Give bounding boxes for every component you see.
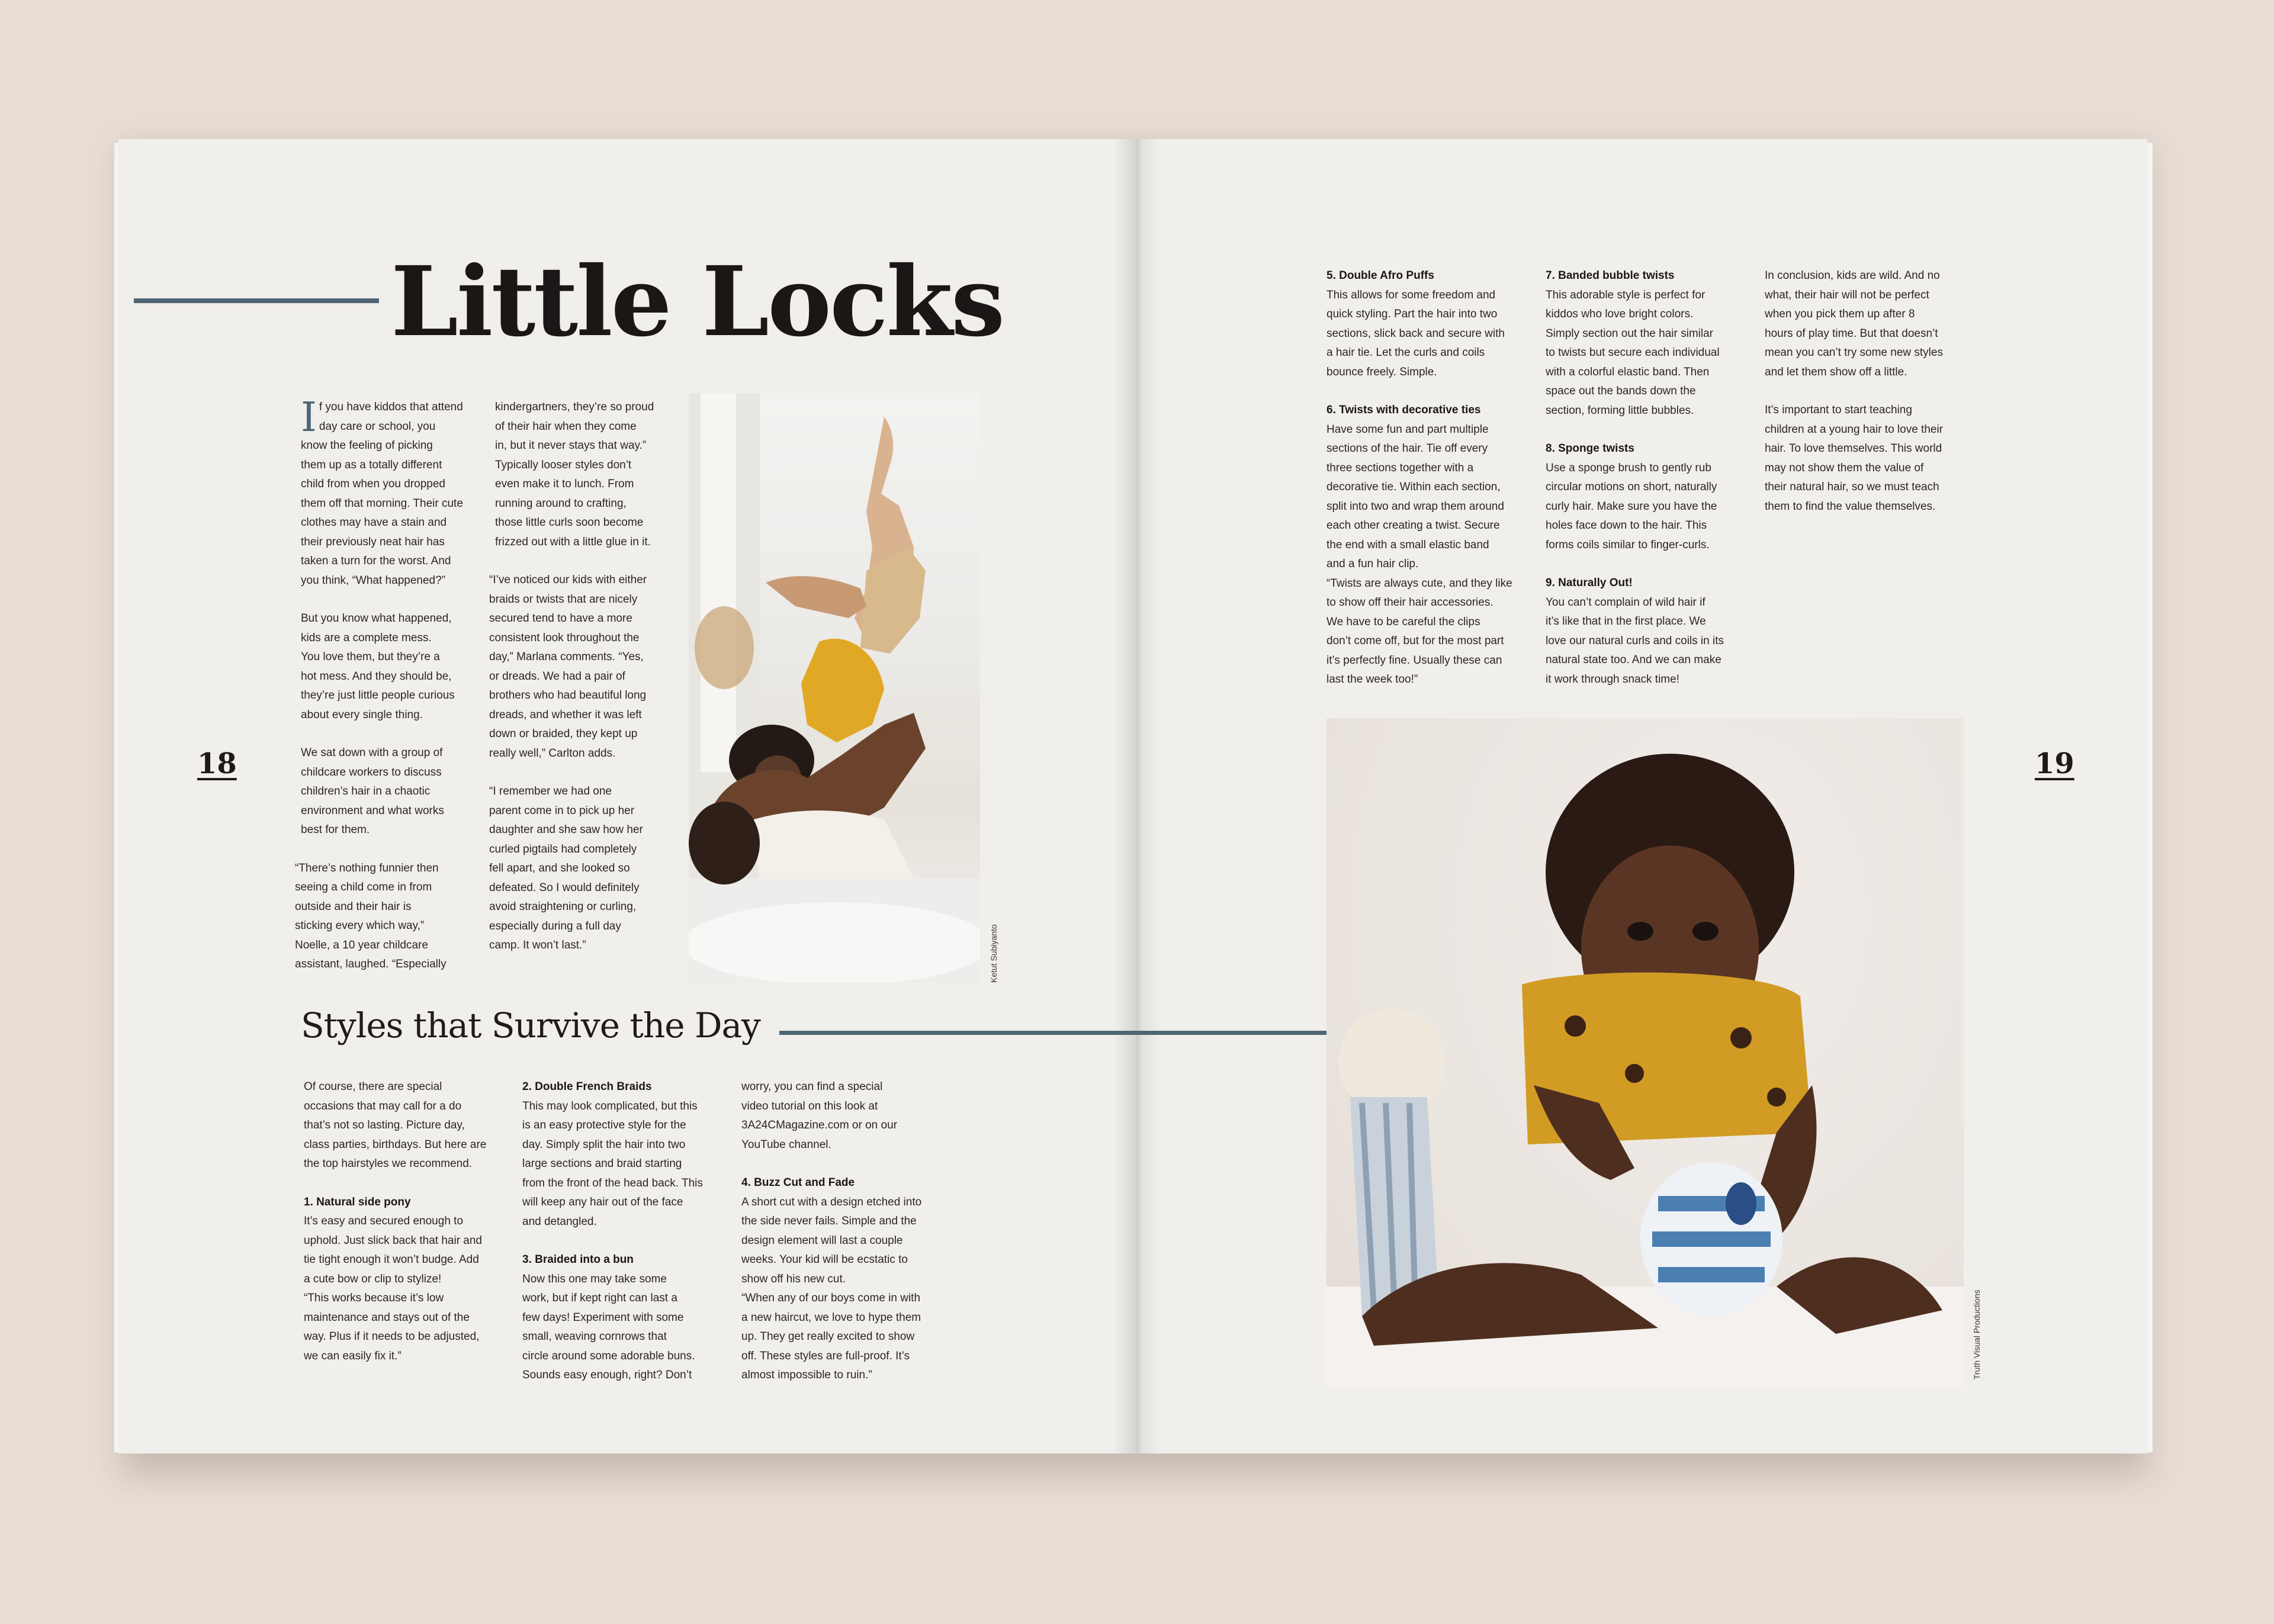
conclusion-paragraph-1: In conclusion, kids are wild. And no what, their hair will not be perfect when you pick them up after 8 hours of play time. But that doesn’t mean you can’t try some new styles and let them show off a little. xyxy=(1765,269,1943,378)
section-subhead: Styles that Survive the Day xyxy=(301,1005,760,1046)
right-column-2 xyxy=(1546,266,1759,708)
styles-intro: Of course, there are special occasions that may call for a do that’s not so lasting. Picture day, class parties, birthdays. But here are the top hairstyles we recommend. xyxy=(304,1080,487,1170)
style-heading-6: 6. Twists with decorative ties xyxy=(1326,404,1481,416)
photo-smiling-girl xyxy=(1326,718,1964,1387)
style-heading-7: 7. Banded bubble twists xyxy=(1546,269,1675,282)
style-body-9: You can’t complain of wild hair if it’s like that in the first place. We love our natural curls and coils in its natural state too. And we can make it work through snack time! xyxy=(1546,596,1724,686)
styles-c-paragraph: worry, you can find a special video tutorial on this look at 3A24CMagazine.com or on our YouTube channel. xyxy=(741,1080,897,1151)
title-rule xyxy=(134,298,379,303)
style-heading-3: 3. Braided into a bun xyxy=(522,1253,634,1266)
style-body-1: It’s easy and secured enough to uphold. Just slick back that hair and tie tight enough it won’t budge. Add a cute bow or clip to stylize! “This works because it’s low maintenance and stays out of the way. Plus if it needs to be adjusted, we can easily fix it.” xyxy=(304,1215,483,1362)
drop-cap: I xyxy=(301,394,317,441)
photo-father-child-illustration xyxy=(689,393,980,983)
style-heading-5: 5. Double Afro Puffs xyxy=(1326,269,1434,282)
style-heading-2: 2. Double French Braids xyxy=(522,1080,652,1093)
style-body-6: Have some fun and part multiple sections of the hair. Tie off every three sections together with a decorative tie. Within each section, split into two and wrap them around each other creating a twist. Secure the end with a small elastic band and a fun hair clip. “Twists are always cute, and they like to show off their hair accessories. We have to be careful the clips don’t come off, but for the most part it’s perfectly fine. Usually these can last the week too!” xyxy=(1326,423,1512,686)
intro2-paragraph-2: “I’ve noticed our kids with either braids or twists that are nicely secured tend to have a more consistent look throughout the day,” Marlana comments. “Yes, or dreads. We had a pair of brothers who had beautiful long dreads, and whether it was left down or braided, they kept up really well,” Carlton adds. xyxy=(489,574,647,760)
article-title: Little Locks xyxy=(391,246,1004,358)
photo-smiling-girl-illustration xyxy=(1326,718,1964,1387)
style-body-8: Use a sponge brush to gently rub circular motions on short, naturally curly hair. Make sure you have the holes face down to the hair. This forms coils similar to finger-curls. xyxy=(1546,461,1717,551)
style-heading-9: 9. Naturally Out! xyxy=(1546,577,1633,589)
right-column-1 xyxy=(1326,266,1540,709)
styles-column-2 xyxy=(522,1078,735,1404)
spine-gutter xyxy=(1113,139,1161,1453)
photo-credit-1: Ketut Subiyanto xyxy=(989,924,998,983)
intro-paragraph-4: “There’s nothing funnier then seeing a child come in from outside and their hair is sticking every which way,” Noelle, a 10 year childcare assistant, laughed. “Especially xyxy=(295,861,447,970)
style-body-3: Now this one may take some work, but if kept right can last a few days! Experiment with some small, weaving cornrows that circle around some adorable buns. Sounds easy enough, right? Don’t xyxy=(522,1272,695,1381)
styles-column-1 xyxy=(304,1078,517,1385)
style-heading-4: 4. Buzz Cut and Fade xyxy=(741,1176,855,1189)
intro-column-2 xyxy=(489,398,690,975)
intro2-paragraph-1: kindergartners, they’re so proud of their hair when they come in, but it never stays that way.” Typically looser styles don’t even make it to lunch. From running around to crafting, those little curls soon become frizzed out with a little glue in it. xyxy=(495,401,654,548)
styles-column-3 xyxy=(741,1078,955,1404)
page-number-right: 19 xyxy=(2035,747,2074,780)
intro-paragraph-2: But you know what happened, kids are a complete mess. You love them, but they’re a hot mess. And they should be, they’re just little people curious about every single thing. xyxy=(301,612,455,721)
intro-column-1 xyxy=(295,394,490,993)
style-body-7: This adorable style is perfect for kiddos who love bright colors. Simply section out the hair similar to twists but secure each individual with a colorful elastic band. Then space out the bands down the section, forming little bubbles. xyxy=(1546,288,1720,417)
style-body-4: A short cut with a design etched into the side never fails. Simple and the design element will last a couple weeks. Your kid will be ecstatic to show off his new cut. “When any of our boys come in with a new haircut, we love to hype them up. They get really excited to show off. These styles are full-proof. It’s almost impossible to ruin.” xyxy=(741,1195,922,1381)
conclusion-paragraph-2: It’s important to start teaching children at a young hair to love their hair. To love themselves. This world may not show them the value of their natural hair, so we must teach them to find the value themselves. xyxy=(1765,404,1944,513)
intro-paragraph-1: f you have kiddos that attend day care or school, you know the feeling of picking them up as a totally different child from when you dropped them off that morning. Their cute clothes may have a stain and their previously neat hair has taken a turn for the worst. And you think, “What happened?” xyxy=(301,401,463,587)
intro-paragraph-3: We sat down with a group of childcare workers to discuss children’s hair in a chaotic environment and what works best for them. xyxy=(301,747,444,836)
photo-father-child xyxy=(689,393,980,983)
intro2-paragraph-3: “I remember we had one parent come in to pick up her daughter and she saw how her curled pigtails had completely fell apart, and she looked so defeated. So I would definitely avoid straightening or curling, especially during a full day camp. It won’t last.” xyxy=(489,785,643,951)
style-body-5: This allows for some freedom and quick styling. Part the hair into two sections, slick back and secure with a hair tie. Let the curls and coils bounce freely. Simple. xyxy=(1326,288,1505,378)
page-number-left: 18 xyxy=(197,747,237,780)
style-heading-8: 8. Sponge twists xyxy=(1546,442,1634,455)
style-heading-1: 1. Natural side pony xyxy=(304,1195,411,1208)
right-column-3 xyxy=(1765,266,1978,535)
photo-credit-2: Truth Visual Productions xyxy=(1972,1289,1981,1379)
style-body-2: This may look complicated, but this is an easy protective style for the day. Simply split the hair into two large sections and braid starting from the front of the head back. This will keep any hair out of the face and detangled. xyxy=(522,1099,703,1228)
